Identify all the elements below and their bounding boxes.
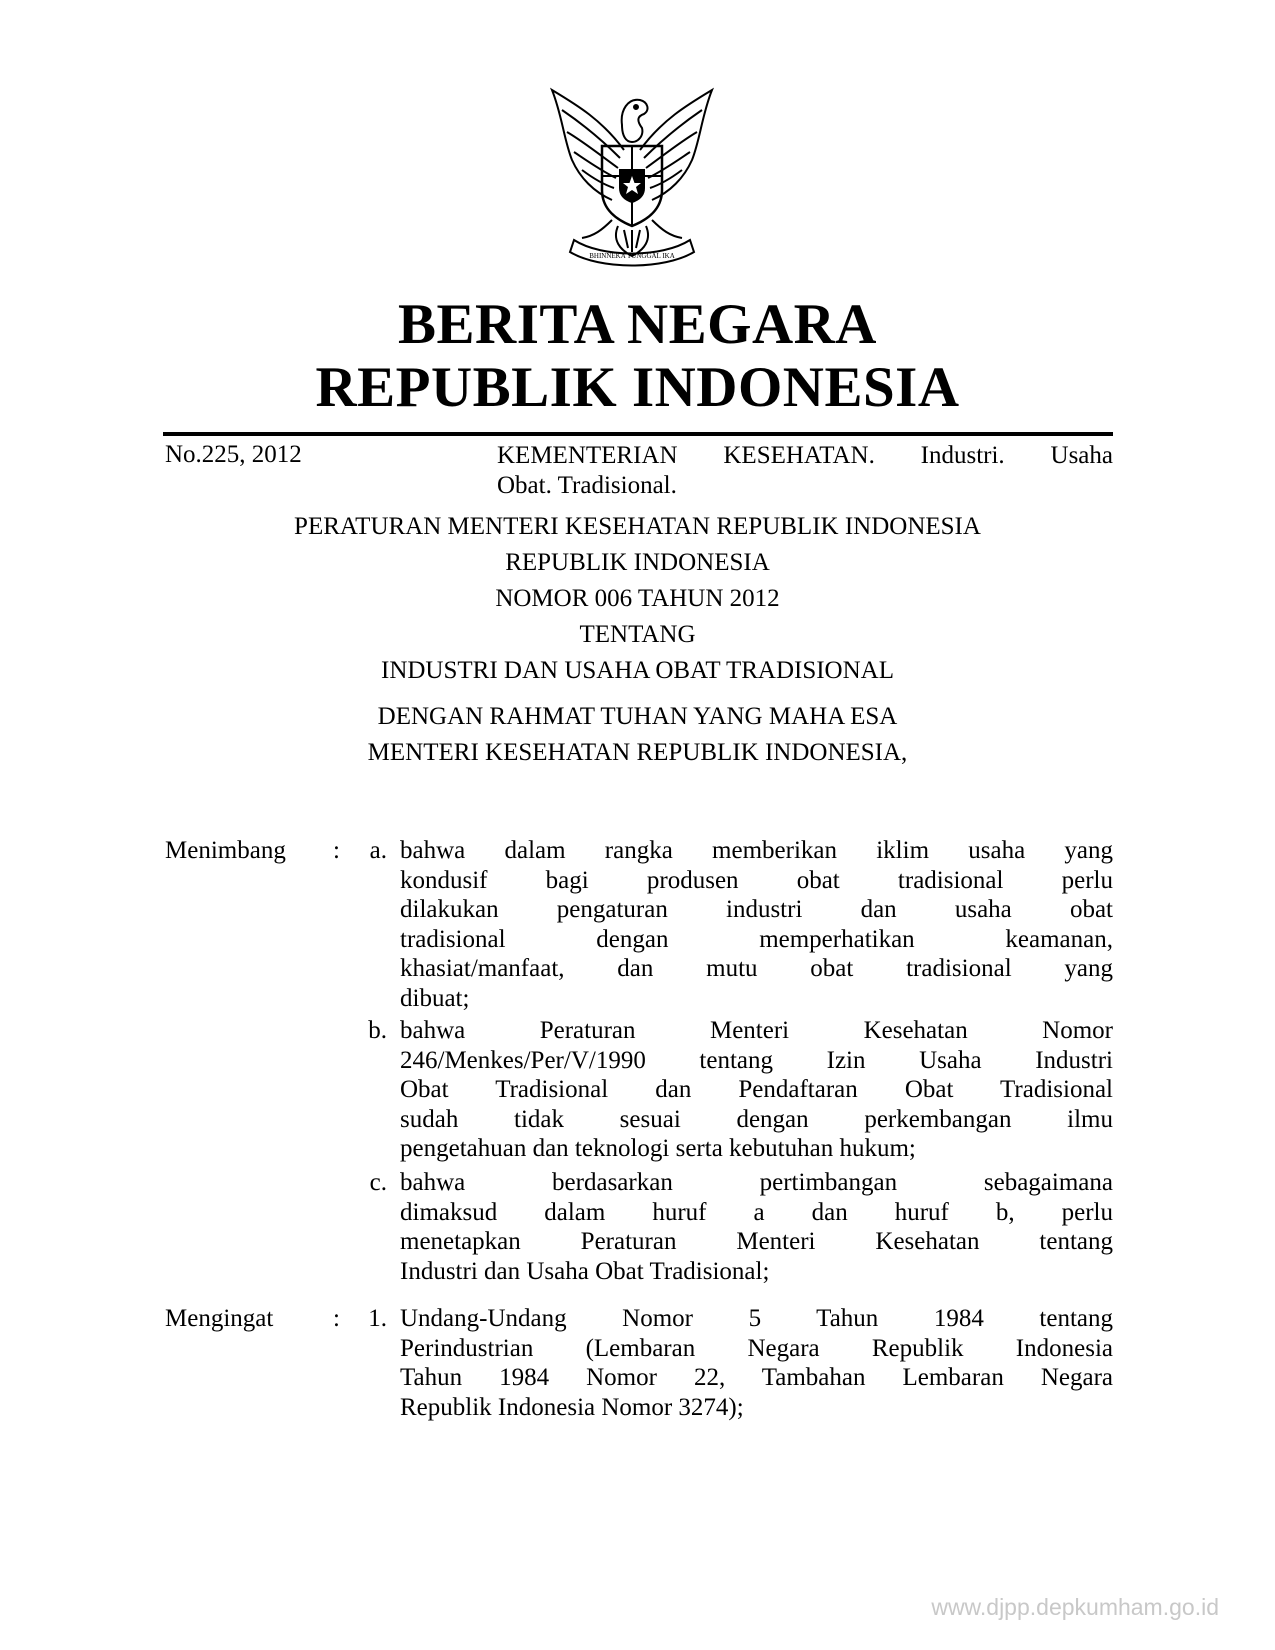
text-line: khasiat/manfaat, dan mutu obat tradisional yang [400, 955, 1113, 983]
gazette-category-line1: KEMENTERIAN KESEHATAN. Industri. Usaha [497, 442, 1113, 469]
footer-url: www.djpp.depkumham.go.id [931, 1594, 1219, 1620]
text-line: Obat Tradisional dan Pendaftaran Obat Tradisional [400, 1076, 1113, 1104]
text-line: Undang-Undang Nomor 5 Tahun 1984 tentang [400, 1305, 1113, 1332]
text-line: menetapkan Peraturan Menteri Kesehatan tentang [400, 1228, 1113, 1256]
preamble-minister: MENTERI KESEHATAN REPUBLIK INDONESIA, [367, 739, 908, 766]
regulation-tentang: TENTANG [579, 621, 696, 648]
text-line: dibuat; [400, 984, 470, 1012]
gazette-category-line2: Obat. Tradisional. [497, 472, 677, 499]
mengingat-label: Mengingat [165, 1305, 274, 1332]
menimbang-item-a [400, 836, 1113, 1014]
mengingat-colon: : [333, 1305, 340, 1332]
text-line: dilakukan pengaturan industri dan usaha obat [400, 896, 1113, 924]
regulation-heading [0, 509, 1275, 689]
text-line: Perindustrian (Lembaran Negara Republik Indonesia [400, 1334, 1113, 1362]
text-line: bahwa dalam rangka memberikan iklim usaha yang [400, 837, 1113, 864]
regulation-country: REPUBLIK INDONESIA [505, 549, 770, 576]
menimbang-item-c-marker: c. [369, 1169, 387, 1196]
emblem-motto: BHINNEKA TUNGGAL IKA [589, 252, 675, 260]
garuda-emblem-icon [532, 80, 732, 276]
regulation-subject: INDUSTRI DAN USAHA OBAT TRADISIONAL [381, 657, 894, 684]
text-line: bahwa berdasarkan pertimbangan sebagaimana [400, 1169, 1113, 1196]
menimbang-item-c [400, 1168, 1113, 1286]
text-line: sudah tidak sesuai dengan perkembangan ilmu [400, 1105, 1113, 1133]
text-line: kondusif bagi produsen obat tradisional perlu [400, 866, 1113, 894]
masthead-divider [163, 432, 1113, 436]
mengingat-item-1-marker: 1. [368, 1305, 387, 1332]
menimbang-label: Menimbang [165, 837, 286, 864]
preamble-invocation: DENGAN RAHMAT TUHAN YANG MAHA ESA [377, 703, 898, 730]
gazette-number: No.225, 2012 [165, 441, 302, 468]
gazette-category [497, 441, 1113, 501]
menimbang-item-a-marker: a. [369, 837, 387, 864]
text-line: Tahun 1984 Nomor 22, Tambahan Lembaran Negara [400, 1364, 1113, 1392]
text-line: Republik Indonesia Nomor 3274); [400, 1393, 744, 1421]
menimbang-item-b [400, 1016, 1113, 1164]
menimbang-item-b-marker: b. [368, 1017, 387, 1044]
text-line: dimaksud dalam huruf a dan huruf b, perlu [400, 1198, 1113, 1226]
regulation-number: NOMOR 006 TAHUN 2012 [495, 585, 780, 612]
menimbang-colon: : [333, 837, 340, 864]
text-line: pengetahuan dan teknologi serta kebutuhan hukum; [400, 1135, 916, 1163]
preamble-heading [0, 699, 1275, 771]
masthead-title-line1: BERITA NEGARA [398, 293, 877, 356]
mengingat-item-1 [400, 1304, 1113, 1422]
text-line: tradisional dengan memperhatikan keamanan, [400, 925, 1113, 953]
masthead-title-line2: REPUBLIK INDONESIA [315, 356, 960, 419]
text-line: Industri dan Usaha Obat Tradisional; [400, 1257, 770, 1285]
regulation-title: PERATURAN MENTERI KESEHATAN REPUBLIK INDONESIA [294, 513, 981, 540]
text-line: 246/Menkes/Per/V/1990 tentang Izin Usaha Industri [400, 1046, 1113, 1074]
text-line: bahwa Peraturan Menteri Kesehatan Nomor [400, 1017, 1113, 1044]
